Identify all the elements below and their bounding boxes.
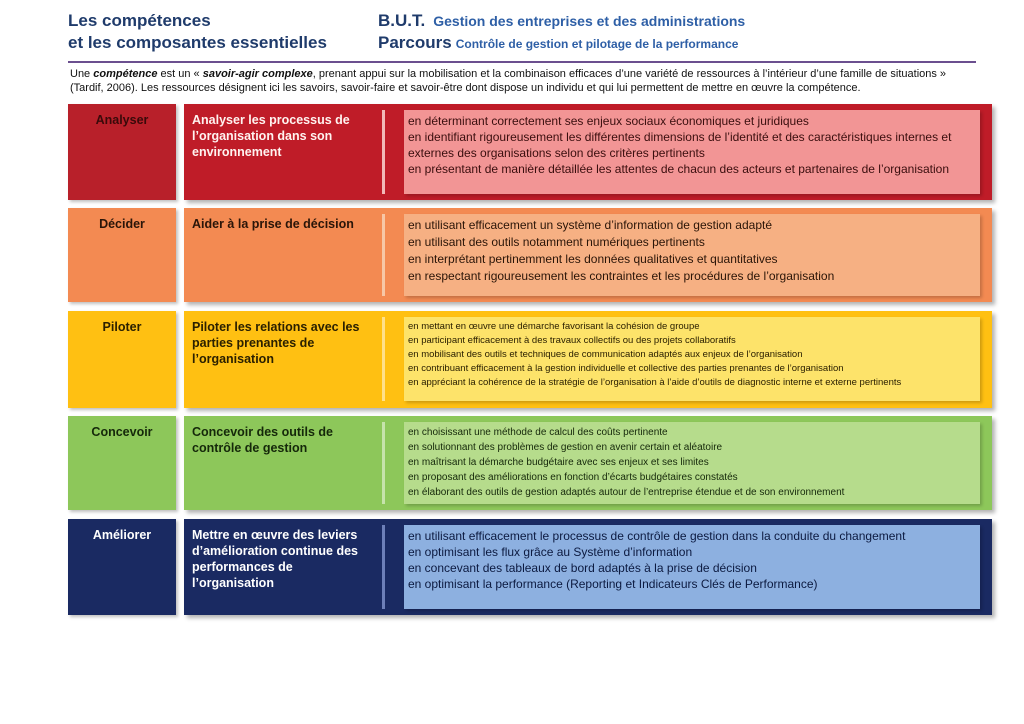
criterion: en contribuant efficacement à la gestion individuelle et collective des parties prenantes de l’organisation [408, 363, 844, 374]
verb-label: Piloter [68, 311, 176, 408]
criterion: en mettant en œuvre une démarche favorisant la cohésion de groupe [408, 321, 700, 332]
criterion: en appréciant la cohérence de la stratégie de l’organisation à l’aide d’outils de diagnostic interne et externe pertinents [408, 377, 902, 388]
separator-bar [382, 214, 385, 296]
criterion: en utilisant efficacement un système d’information de gestion adapté [408, 218, 772, 232]
criterion: en utilisant des outils notamment numériques pertinents [408, 235, 705, 249]
criteria-box [404, 214, 980, 296]
competence-row-piloter [68, 311, 992, 408]
competence-row-analyser [68, 104, 992, 200]
criterion: en déterminant correctement ses enjeux sociaux économiques et juridiques [408, 114, 809, 128]
competence-panel [184, 519, 992, 615]
header-divider [68, 61, 976, 63]
criterion: en maîtrisant la démarche budgétaire avec ses enjeux et ses limites [408, 457, 709, 468]
term-competence: compétence [93, 68, 158, 80]
competence-panel [184, 311, 992, 408]
criterion: en utilisant efficacement le processus de contrôle de gestion dans la conduite du changement [408, 529, 906, 543]
title-line-2: et les composantes essentielles [68, 33, 327, 52]
verb-label: Concevoir [68, 416, 176, 510]
criteria-box [404, 525, 980, 609]
verb-label: Décider [68, 208, 176, 302]
criterion: en élaborant des outils de gestion adaptés autour de l’entreprise étendue et de son environnement [408, 487, 845, 498]
competence-title: Concevoir des outils de contrôle de gestion [192, 425, 334, 455]
criterion: en choisissant une méthode de calcul des coûts pertinente [408, 427, 668, 438]
title-line-1: Les compétences [68, 11, 211, 30]
parcours-name: Contrôle de gestion et pilotage de la performance [455, 37, 739, 51]
parcours-label: Parcours [378, 33, 452, 52]
criterion: en présentant de manière détaillée les attentes de chacun des acteurs et partenaires de l’organisation [408, 162, 950, 176]
criterion: en concevant des tableaux de bord adaptés à la prise de décision [408, 561, 757, 575]
criterion: en identifiant rigoureusement les différentes dimensions de l’identité et des caractéristiques internes et externes des organisations selon des critères pertinents [408, 130, 952, 160]
criterion: en optimisant les flux grâce au Système d’information [408, 545, 693, 559]
competence-title: Analyser les processus de l’organisation dans son environnement [192, 113, 350, 159]
criterion: en participant efficacement à des travaux collectifs ou des projets collaboratifs [408, 335, 736, 346]
criteria-box [404, 422, 980, 504]
separator-bar [382, 525, 385, 609]
verb-label: Améliorer [68, 519, 176, 615]
intro-paragraph: Une compétence est un « savoir-agir complexe, prenant appui sur la mobilisation et la combinaison efficaces d’une variété de ressources à l’intérieur d’une famille de situations » (Tardif, 2006). Les ressources désignent ici les savoirs, savoir-faire et savoir-être dont dispose un individu et qui lui permettent de mettre en œuvre la compétence. [70, 68, 947, 94]
separator-bar [382, 317, 385, 401]
page-title [68, 10, 368, 54]
separator-bar [382, 422, 385, 504]
separator-bar [382, 110, 385, 194]
criterion: en interprétant pertinemment les données qualitatives et quantitatives [408, 252, 778, 266]
but-label: B.U.T. [378, 11, 426, 30]
criterion: en solutionnant des problèmes de gestion en avenir certain et aléatoire [408, 442, 723, 453]
criteria-box [404, 110, 980, 194]
criterion: en proposant des améliorations en fonction d’écarts budgétaires constatés [408, 472, 738, 483]
criterion: en mobilisant des outils et techniques de communication adaptés aux enjeux de l’organisation [408, 349, 803, 360]
competence-row-ameliorer [68, 519, 992, 615]
competence-title: Aider à la prise de décision [192, 217, 354, 231]
criterion: en respectant rigoureusement les contraintes et les procédures de l’organisation [408, 269, 835, 283]
criteria-box [404, 317, 980, 401]
competence-title: Piloter les relations avec les parties prenantes de l’organisation [192, 320, 360, 366]
verb-label: Analyser [68, 104, 176, 200]
competence-panel [184, 208, 992, 302]
criterion: en optimisant la performance (Reporting et Indicateurs Clés de Performance) [408, 577, 818, 591]
program-header [378, 10, 978, 55]
competence-panel [184, 416, 992, 510]
competence-panel [184, 104, 992, 200]
competence-row-decider [68, 208, 992, 302]
term-savoir-agir: savoir-agir complexe [202, 68, 313, 80]
competence-row-concevoir [68, 416, 992, 510]
but-name: Gestion des entreprises et des administrations [433, 13, 746, 29]
competence-title: Mettre en œuvre des leviers d’amélioration continue des performances de l’organisation [192, 528, 358, 590]
